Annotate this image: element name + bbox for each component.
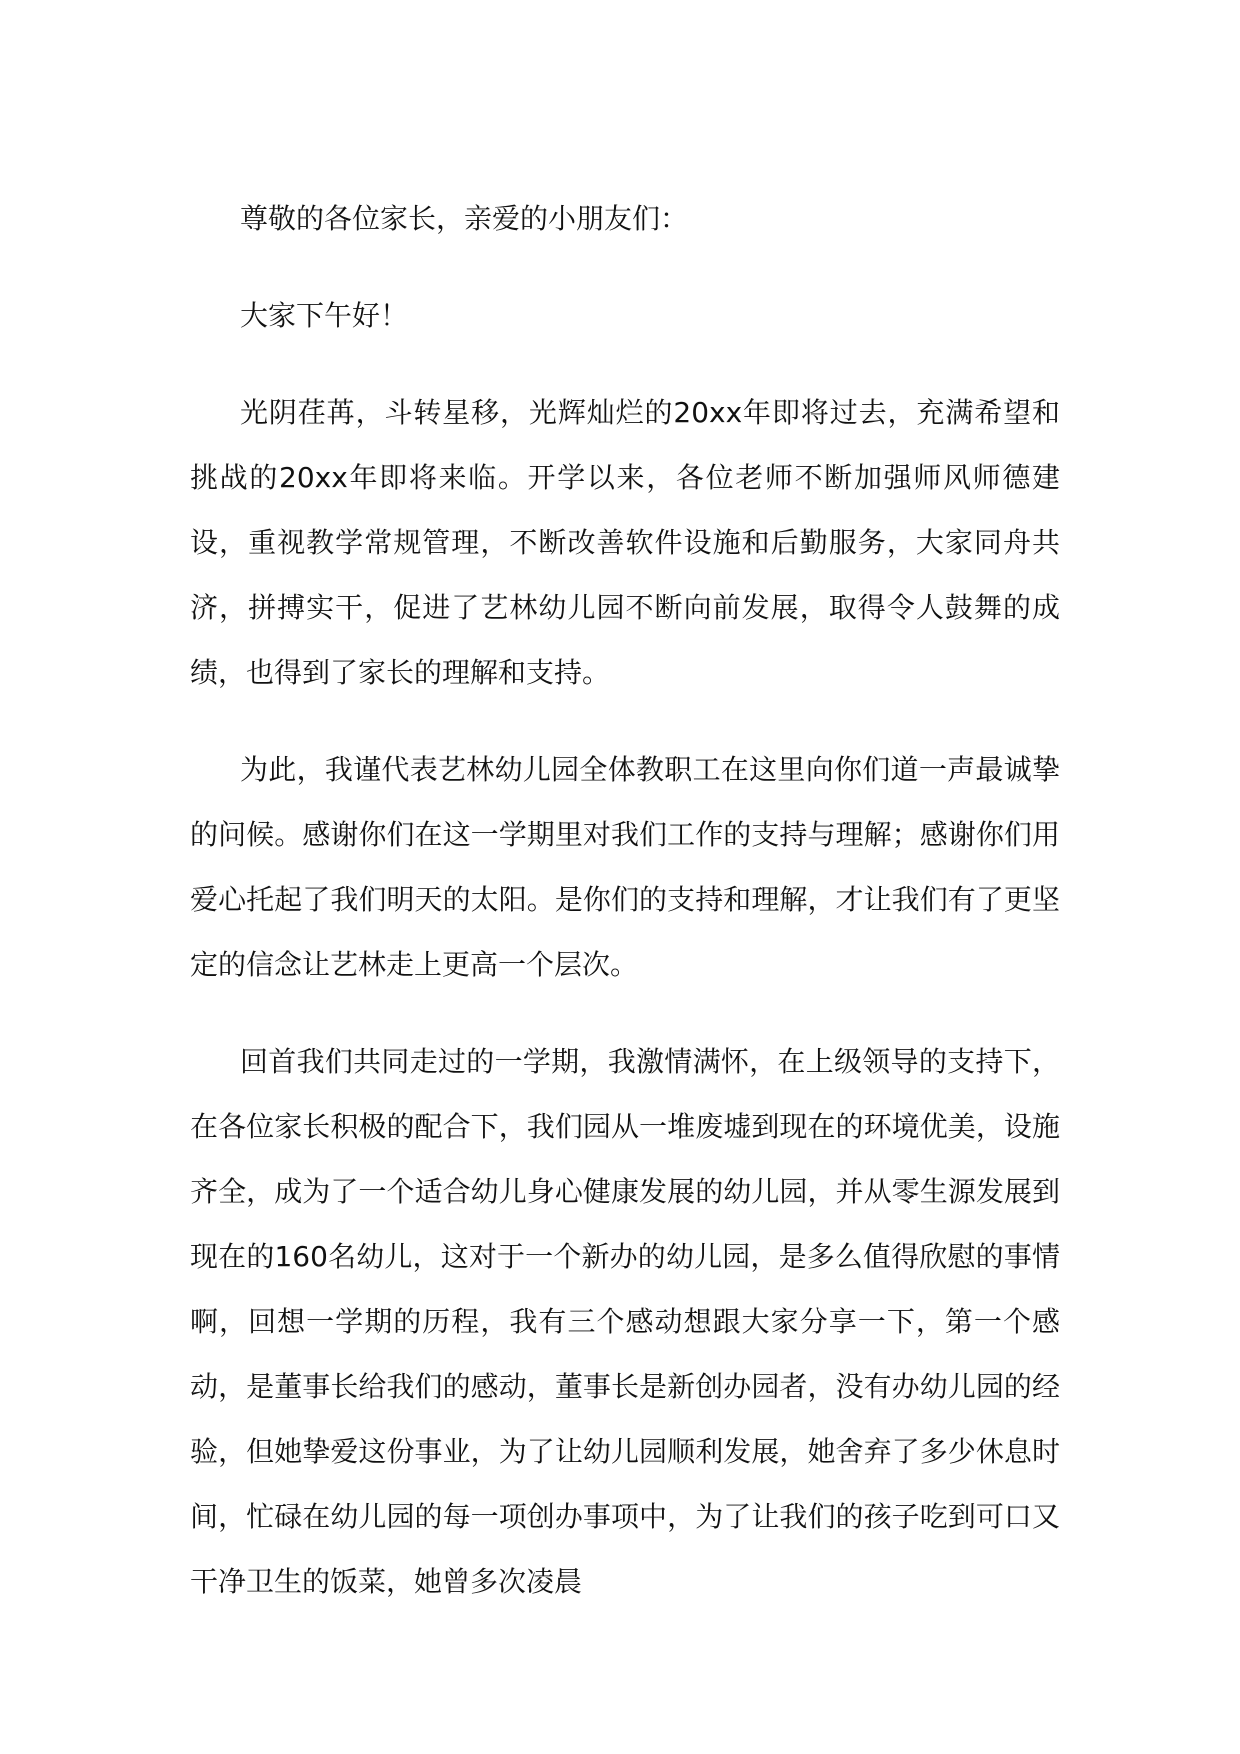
salutation: 尊敬的各位家长，亲爱的小朋友们： (240, 202, 689, 235)
paragraph-semester-review: 回首我们共同走过的一学期，我激情满怀，在上级领导的支持下，在各位家长积极的配合下，我们园从一堆废墟到现在的环境优美，设施齐全，成为了一个适合幼儿身心健康发展的幼儿园，并从零生源发展到现在的160名幼儿，这对于一个新办的幼儿园，是多么值得欣慰的事情啊，回想一学期的历程，我有三个感动想跟大家分享一下，第一个感动，是董事长给我们的感动，董事长是新创办园者，没有办幼儿园的经验，但她挚爱这份事业，为了让幼儿园顺利发展，她舍弃了多少休息时间，忙碌在幼儿园的每一项创办事项中，为了让我们的孩子吃到可口又干净卫生的饭菜，她曾多次凌晨 (190, 1045, 1060, 1598)
greeting: 大家下午好！ (240, 299, 409, 332)
document-body (190, 186, 1060, 1646)
paragraph-gratitude: 为此，我谨代表艺林幼儿园全体教职工在这里向你们道一声最诚挚的问候。感谢你们在这一学期里对我们工作的支持与理解；感谢你们用爱心托起了我们明天的太阳。是你们的支持和理解，才让我们有了更坚定的信念让艺林走上更高一个层次。 (190, 753, 1060, 981)
paragraph-year-review: 光阴荏苒，斗转星移，光辉灿烂的20xx年即将过去，充满希望和挑战的20xx年即将来临。开学以来，各位老师不断加强师风师德建设，重视教学常规管理，不断改善软件设施和后勤服务，大家同舟共济，拼搏实干，促进了艺林幼儿园不断向前发展，取得令人鼓舞的成绩，也得到了家长的理解和支持。 (190, 396, 1060, 689)
